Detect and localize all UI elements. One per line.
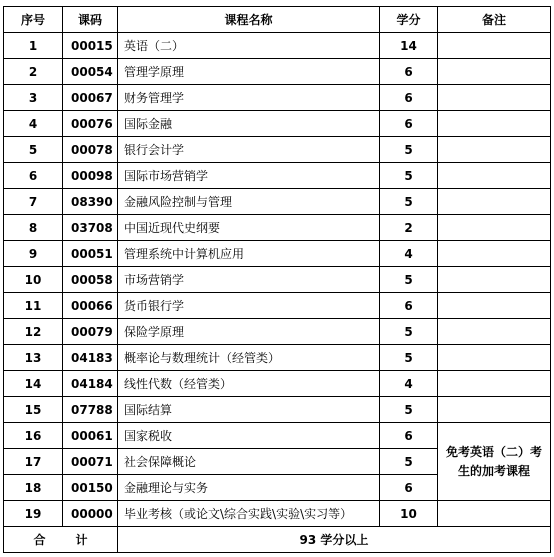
cell-course-name: 中国近现代史纲要 [118, 215, 380, 241]
cell-credit: 5 [380, 189, 438, 215]
cell-seq: 11 [4, 293, 63, 319]
cell-note [438, 501, 551, 527]
cell-credit: 14 [380, 33, 438, 59]
cell-seq: 19 [4, 501, 63, 527]
table-row [4, 137, 551, 163]
cell-note [438, 371, 551, 397]
cell-code: 00078 [63, 137, 118, 163]
course-table [3, 6, 551, 553]
cell-credit: 6 [380, 85, 438, 111]
cell-credit: 4 [380, 371, 438, 397]
cell-credit: 5 [380, 319, 438, 345]
header-course-name: 课程名称 [118, 7, 380, 33]
cell-code: 00076 [63, 111, 118, 137]
cell-course-name: 社会保障概论 [118, 449, 380, 475]
cell-code: 00054 [63, 59, 118, 85]
cell-credit: 2 [380, 215, 438, 241]
table-row [4, 501, 551, 527]
cell-note [438, 345, 551, 371]
cell-course-name: 概率论与数理统计（经管类） [118, 345, 380, 371]
cell-code: 00150 [63, 475, 118, 501]
cell-course-name: 国际金融 [118, 111, 380, 137]
cell-code: 00066 [63, 293, 118, 319]
cell-course-name: 货币银行学 [118, 293, 380, 319]
table-row [4, 163, 551, 189]
table-row [4, 293, 551, 319]
cell-code: 00061 [63, 423, 118, 449]
cell-course-name: 英语（二） [118, 33, 380, 59]
cell-seq: 6 [4, 163, 63, 189]
cell-note [438, 111, 551, 137]
cell-seq: 2 [4, 59, 63, 85]
cell-code: 08390 [63, 189, 118, 215]
cell-course-name: 银行会计学 [118, 137, 380, 163]
cell-course-name: 保险学原理 [118, 319, 380, 345]
cell-seq: 8 [4, 215, 63, 241]
cell-code: 00051 [63, 241, 118, 267]
table-row [4, 267, 551, 293]
table-row [4, 215, 551, 241]
cell-seq: 3 [4, 85, 63, 111]
cell-note [438, 319, 551, 345]
cell-code: 04183 [63, 345, 118, 371]
cell-note [438, 33, 551, 59]
cell-seq: 1 [4, 33, 63, 59]
cell-code: 00079 [63, 319, 118, 345]
total-label-b: 计 [75, 532, 88, 547]
total-label [4, 527, 118, 553]
cell-code: 00067 [63, 85, 118, 111]
cell-credit: 6 [380, 475, 438, 501]
cell-seq: 7 [4, 189, 63, 215]
cell-note [438, 163, 551, 189]
cell-code: 03708 [63, 215, 118, 241]
cell-code: 00015 [63, 33, 118, 59]
cell-course-name: 线性代数（经管类） [118, 371, 380, 397]
cell-seq: 4 [4, 111, 63, 137]
cell-note [438, 85, 551, 111]
header-note: 备注 [438, 7, 551, 33]
cell-seq: 9 [4, 241, 63, 267]
cell-note [438, 397, 551, 423]
cell-credit: 4 [380, 241, 438, 267]
cell-credit: 10 [380, 501, 438, 527]
header-code: 课码 [63, 7, 118, 33]
cell-code: 07788 [63, 397, 118, 423]
total-value: 93 学分以上 [118, 527, 551, 553]
cell-note [438, 215, 551, 241]
cell-note [438, 137, 551, 163]
cell-seq: 15 [4, 397, 63, 423]
table-row [4, 397, 551, 423]
cell-code: 00071 [63, 449, 118, 475]
cell-seq: 17 [4, 449, 63, 475]
cell-note [438, 189, 551, 215]
cell-course-name: 国家税收 [118, 423, 380, 449]
cell-seq: 5 [4, 137, 63, 163]
cell-seq: 14 [4, 371, 63, 397]
cell-credit: 6 [380, 59, 438, 85]
cell-course-name: 金融风险控制与管理 [118, 189, 380, 215]
cell-code: 00058 [63, 267, 118, 293]
cell-code: 00098 [63, 163, 118, 189]
cell-credit: 5 [380, 267, 438, 293]
total-label-a: 合 [33, 532, 46, 547]
cell-course-name: 管理系统中计算机应用 [118, 241, 380, 267]
cell-course-name: 金融理论与实务 [118, 475, 380, 501]
cell-seq: 10 [4, 267, 63, 293]
cell-course-name: 国际市场营销学 [118, 163, 380, 189]
header-row [4, 7, 551, 33]
cell-course-name: 毕业考核（或论文\综合实践\实验\实习等） [118, 501, 380, 527]
total-row [4, 527, 551, 553]
table-row [4, 59, 551, 85]
course-rows [4, 33, 551, 527]
table-row [4, 423, 551, 449]
cell-note [438, 267, 551, 293]
cell-credit: 5 [380, 137, 438, 163]
table-row [4, 189, 551, 215]
cell-course-name: 财务管理学 [118, 85, 380, 111]
table-row [4, 85, 551, 111]
cell-credit: 5 [380, 163, 438, 189]
table-row [4, 319, 551, 345]
table-row [4, 33, 551, 59]
cell-credit: 6 [380, 293, 438, 319]
cell-note [438, 293, 551, 319]
table-row [4, 345, 551, 371]
table-row [4, 241, 551, 267]
cell-credit: 5 [380, 345, 438, 371]
cell-course-name: 国际结算 [118, 397, 380, 423]
cell-code: 04184 [63, 371, 118, 397]
cell-note-exempt-english: 免考英语（二）考生的加考课程 [438, 423, 551, 501]
cell-credit: 5 [380, 397, 438, 423]
header-seq: 序号 [4, 7, 63, 33]
cell-credit: 6 [380, 111, 438, 137]
cell-course-name: 市场营销学 [118, 267, 380, 293]
table-row [4, 111, 551, 137]
header-credit: 学分 [380, 7, 438, 33]
cell-seq: 16 [4, 423, 63, 449]
cell-credit: 5 [380, 449, 438, 475]
cell-credit: 6 [380, 423, 438, 449]
cell-seq: 18 [4, 475, 63, 501]
cell-seq: 13 [4, 345, 63, 371]
cell-seq: 12 [4, 319, 63, 345]
cell-note [438, 241, 551, 267]
cell-code: 00000 [63, 501, 118, 527]
table-row [4, 371, 551, 397]
cell-course-name: 管理学原理 [118, 59, 380, 85]
cell-note [438, 59, 551, 85]
